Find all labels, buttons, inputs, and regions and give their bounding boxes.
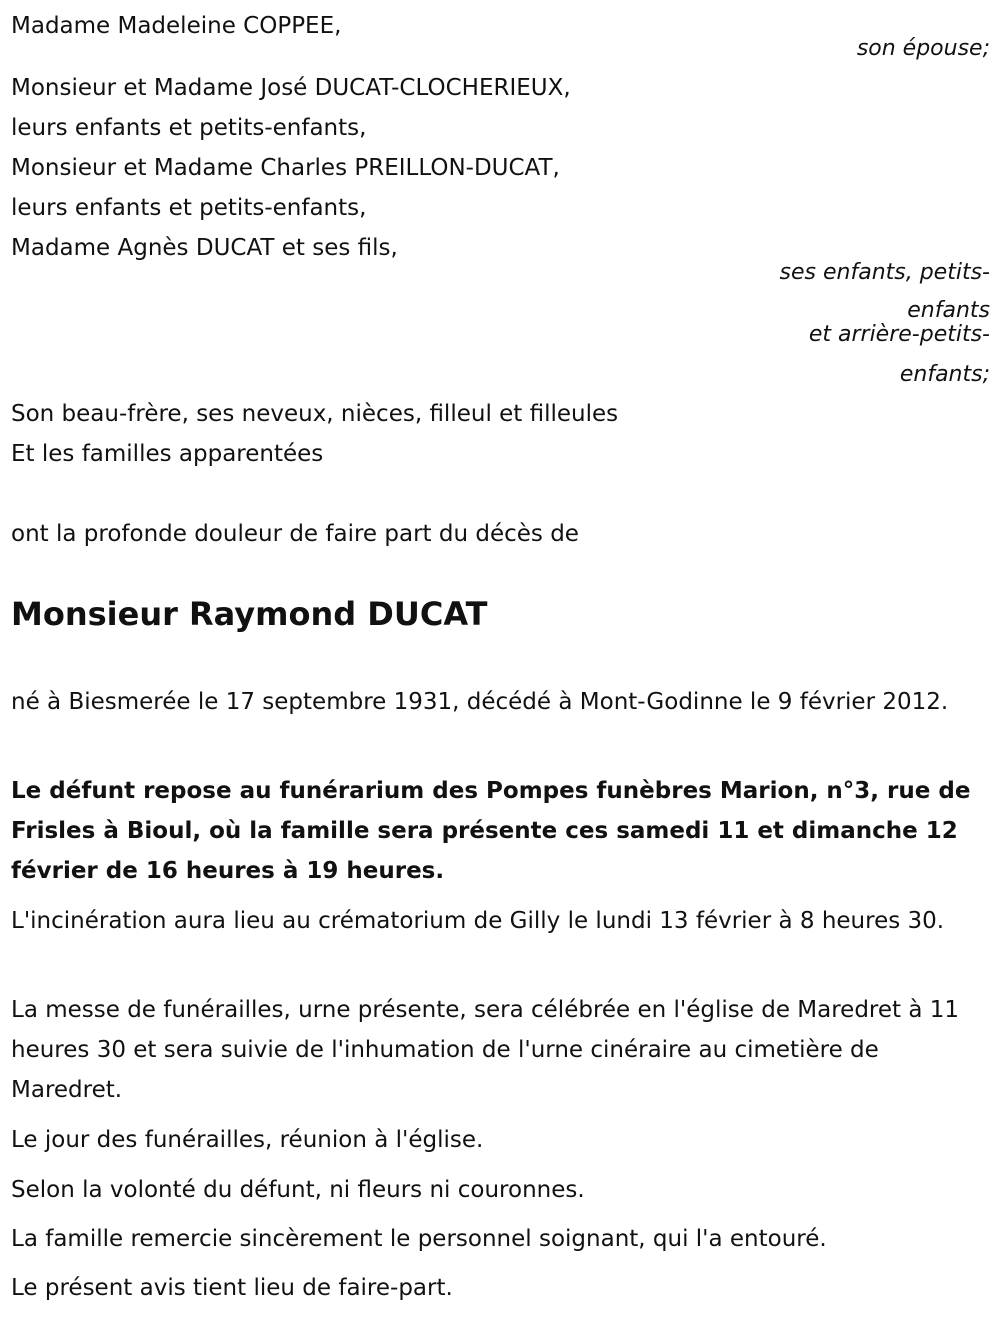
children-relation: enfants; [899,362,990,387]
cremation-paragraph: L'incinération aura lieu au crématorium de Gilly le lundi 13 février à 8 heures 30. [11,908,945,934]
thanks-paragraph: La famille remercie sincèrement le personnel soignant, qui l'a entouré. [11,1226,827,1252]
children-relation: ses enfants, petits- [779,260,990,285]
funerarium-paragraph: Le défunt repose au funérarium des Pompes funèbres Marion, n°3, rue de Frisles à Bioul, où la famille sera présente ces samedi 11 et dimanche 12 février de 16 heures à 19 heures. [11,778,971,884]
birth-death-paragraph: né à Biesmerée le 17 septembre 1931, décédé à Mont-Godinne le 9 février 2012. [11,689,949,715]
child-line: Monsieur et Madame Charles PREILLON-DUCAT, [11,155,560,181]
flowers-paragraph: Selon la volonté du défunt, ni fleurs ni couronnes. [11,1177,585,1203]
children-relation: enfants [907,298,990,323]
mass-paragraph: La messe de funérailles, urne présente, sera célébrée en l'église de Maredret à 11 heures 30 et sera suivie de l'inhumation de l'urne cinéraire au cimetière de Maredret. [11,997,960,1103]
spouse-name: Madame Madeleine COPPEE, [11,13,342,39]
notice-paragraph: Le présent avis tient lieu de faire-part. [11,1275,453,1301]
children-relation: et arrière-petits- [808,322,990,347]
spouse-relation: son épouse; [856,36,990,61]
announcement: ont la profonde douleur de faire part du décès de [11,521,579,547]
others-line: Son beau-frère, ses neveux, nièces, filleul et filleules [11,401,619,427]
child-line: Madame Agnès DUCAT et ses fils, [11,235,398,261]
child-line: leurs enfants et petits-enfants, [11,195,367,221]
deceased-name: Monsieur Raymond DUCAT [11,595,488,633]
child-line: leurs enfants et petits-enfants, [11,115,367,141]
child-line: Monsieur et Madame José DUCAT-CLOCHERIEUX, [11,75,571,101]
meeting-paragraph: Le jour des funérailles, réunion à l'église. [11,1127,484,1153]
others-line: Et les familles apparentées [11,441,324,467]
